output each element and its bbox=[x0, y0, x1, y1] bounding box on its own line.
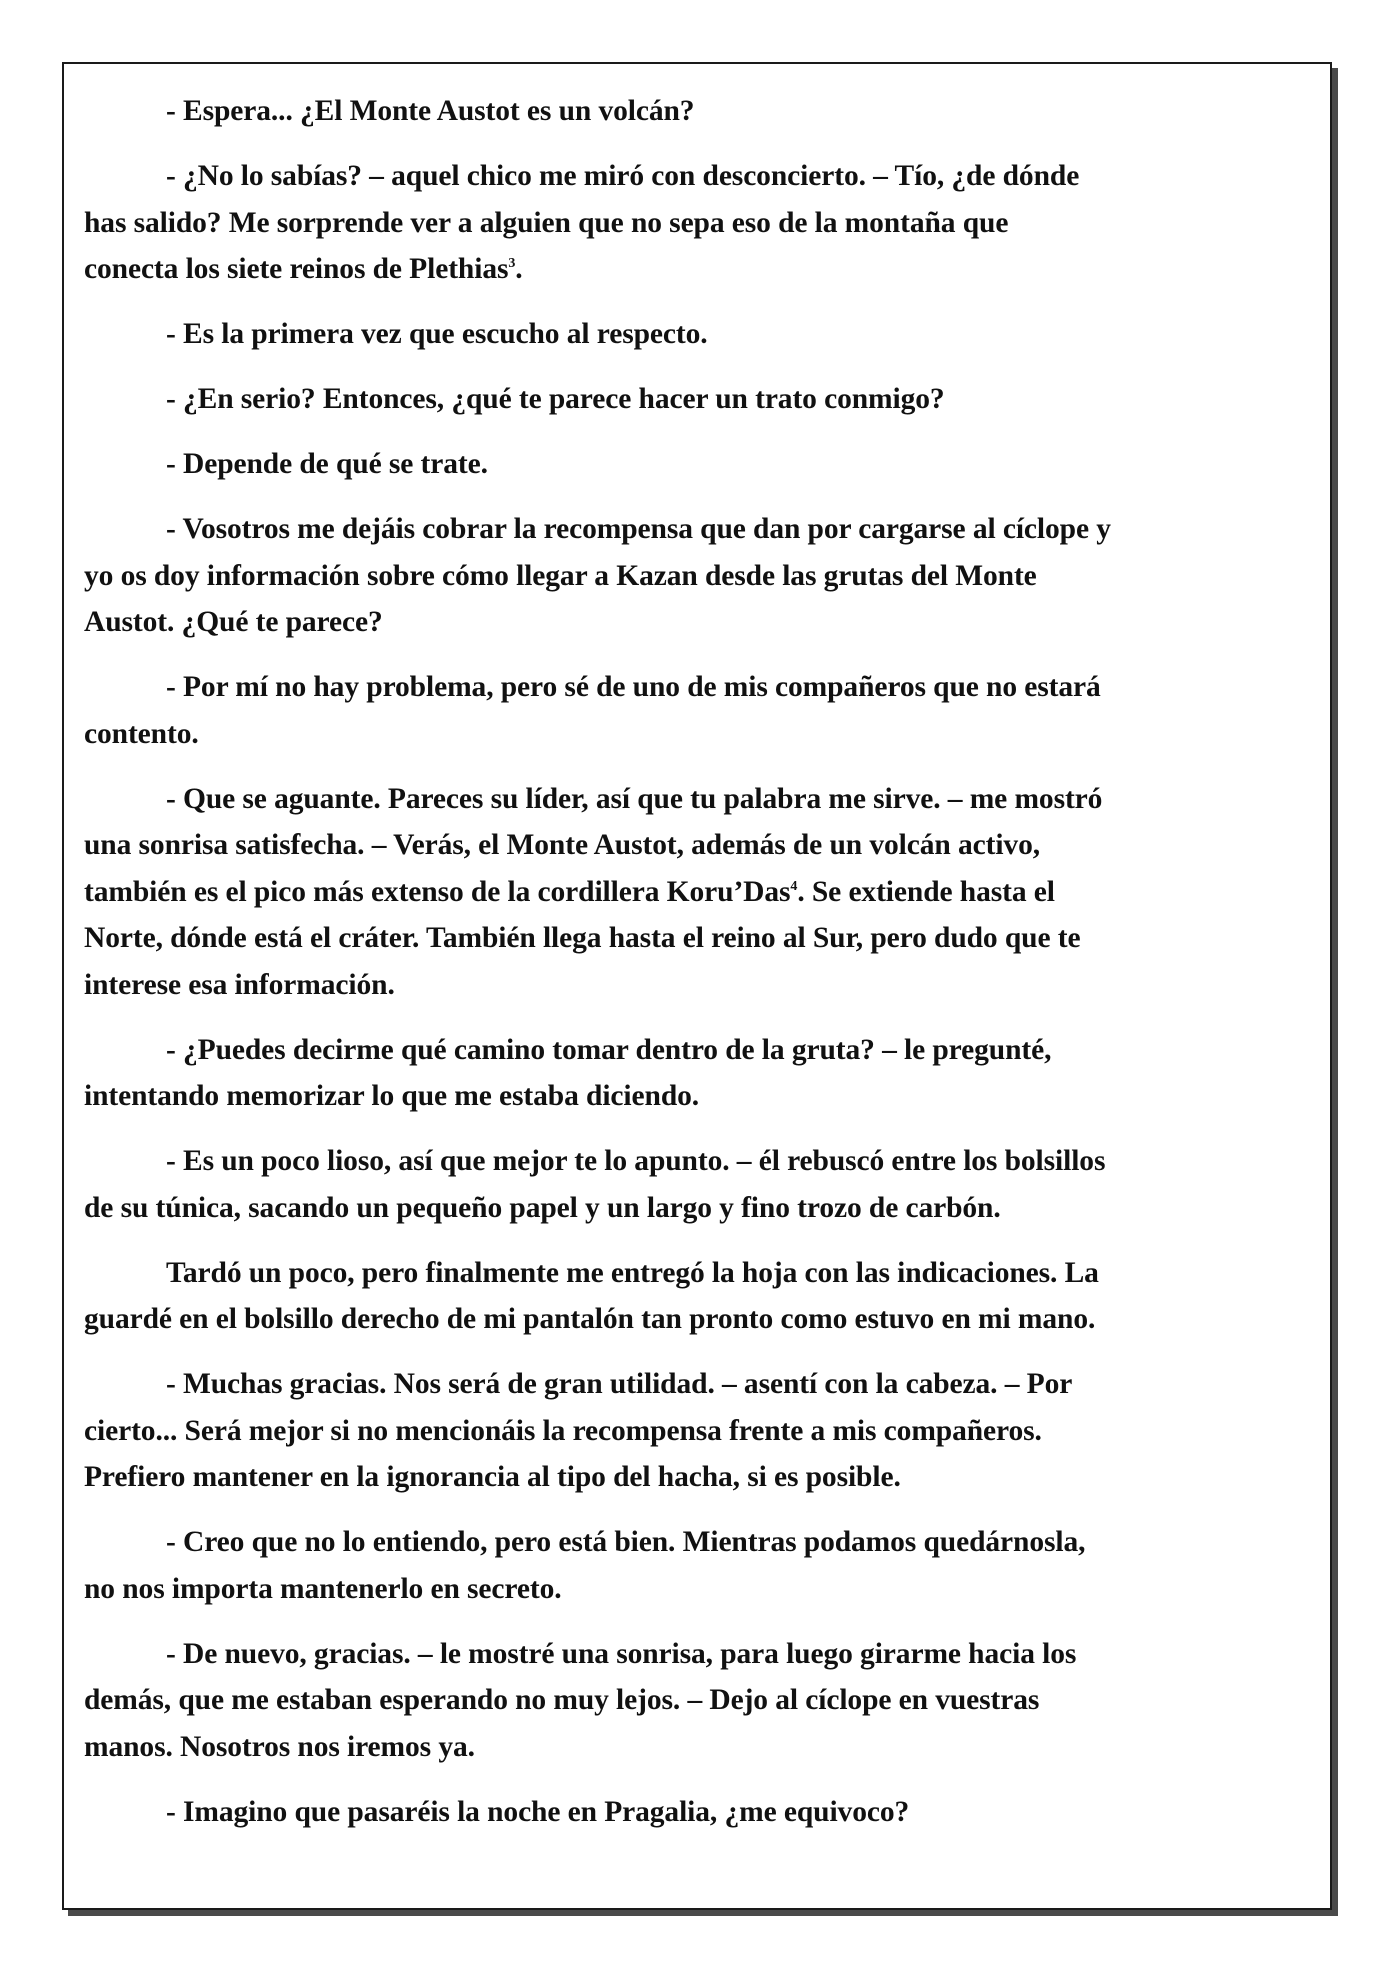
paragraph: Tardó un poco, pero finalmente me entregó la hoja con las indicaciones. La guardé en el bolsillo derecho de mi pantalón tan pronto como estuvo en mi mano. bbox=[84, 1256, 1099, 1335]
footnote-marker: 4 bbox=[790, 878, 798, 894]
paragraph: - Vosotros me dejáis cobrar la recompensa que dan por cargarse al cíclope y yo os doy información sobre cómo llegar a Kazan desde las grutas del Monte Austot. ¿Qué te parece? bbox=[84, 513, 1111, 638]
paragraph-text: - Que se aguante. Pareces su líder, así que tu palabra me sirve. – me mostró una sonrisa satisfecha. – Verás, el Monte Austot, además de un volcán activo, también es el pico más extenso de la cordillera Koru’Das bbox=[84, 782, 1103, 908]
footnote-marker: 3 bbox=[508, 256, 516, 272]
paragraph: - Muchas gracias. Nos será de gran utilidad. – asentí con la cabeza. – Por cierto... Será mejor si no mencionáis la recompensa frente a mis compañeros. Prefiero mantener en la ignorancia al tipo del hacha, si es posible. bbox=[84, 1368, 1073, 1493]
paragraph: - ¿En serio? Entonces, ¿qué te parece hacer un trato conmigo? bbox=[166, 383, 945, 415]
paragraph: - De nuevo, gracias. – le mostré una sonrisa, para luego girarme hacia los demás, que me estaban esperando no muy lejos. – Dejo al cíclope en vuestras manos. Nosotros nos iremos ya. bbox=[84, 1637, 1077, 1763]
paragraph: - Creo que no lo entiendo, pero está bien. Mientras podamos quedárnosla, no nos importa mantenerlo en secreto. bbox=[84, 1526, 1086, 1605]
paragraph-text: - ¿No lo sabías? – aquel chico me miró con desconcierto. – Tío, ¿de dónde has salido? Me sorprende ver a alguien que no sepa eso de la montaña que conecta los siete reinos de Plethias bbox=[84, 160, 1080, 285]
paragraph: - Es un poco lioso, así que mejor te lo apunto. – él rebuscó entre los bolsillos de su túnica, sacando un pequeño papel y un largo y fino trozo de carbón. bbox=[84, 1145, 1106, 1224]
paragraph bbox=[84, 153, 1312, 293]
document-body bbox=[84, 88, 1312, 1854]
paragraph bbox=[84, 776, 1312, 1009]
paragraph-text: . Se extiende hasta el Norte, dónde está el cráter. También llega hasta el reino al Sur, pero dudo que te interese esa información. bbox=[84, 875, 1081, 1001]
paragraph: - ¿Puedes decirme qué camino tomar dentro de la gruta? – le pregunté, intentando memorizar lo que me estaba diciendo. bbox=[84, 1033, 1052, 1112]
paragraph: - Espera... ¿El Monte Austot es un volcán? bbox=[166, 95, 695, 127]
paragraph: - Depende de qué se trate. bbox=[166, 448, 488, 480]
paragraph: - Es la primera vez que escucho al respecto. bbox=[166, 318, 708, 350]
paragraph: - Imagino que pasaréis la noche en Pragalia, ¿me equivoco? bbox=[166, 1795, 910, 1828]
paragraph-text: . bbox=[515, 253, 523, 285]
paragraph: - Por mí no hay problema, pero sé de uno de mis compañeros que no estará contento. bbox=[84, 671, 1101, 750]
